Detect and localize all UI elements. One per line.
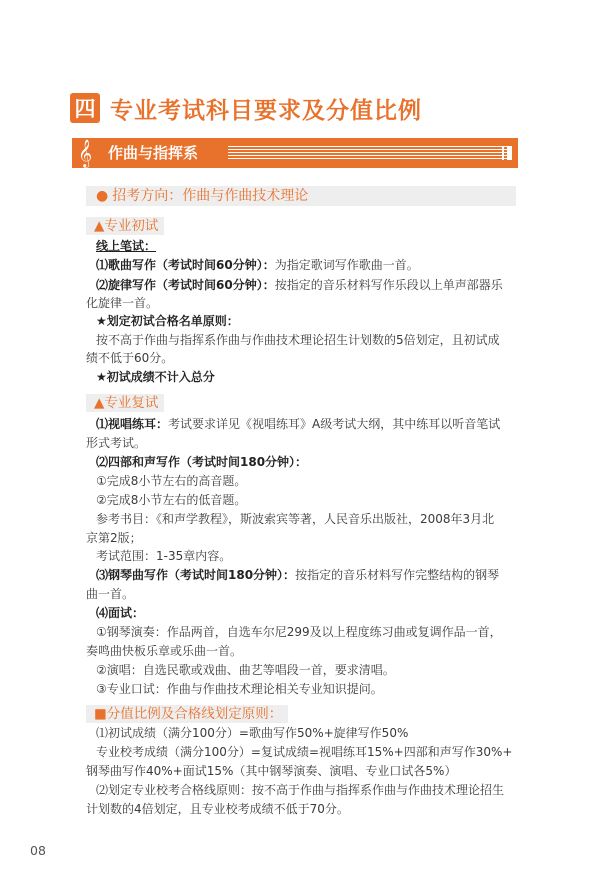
piano-writing-line: ⑶钢琴曲写作（考试时间180分钟）：按指定的音乐材料写作完整结构的钢琴 <box>96 568 500 582</box>
melody-writing-line: ⑵旋律写作（考试时间60分钟）：按指定的音乐材料写作乐段以上单声部器乐 <box>96 278 503 292</box>
harmony-item-1: ①完成8小节左右的高音题。 <box>96 474 247 488</box>
prelim-principle-label: ★划定初试合格名单原则： <box>96 314 239 328</box>
department-title: 作曲与指挥系 <box>108 144 199 162</box>
prelim-not-counted-note: ★初试成绩不计入总分 <box>96 370 215 384</box>
score-line-5: 计划数的4倍划定，且专业校考成绩不低于70分。 <box>86 802 349 816</box>
piano-writing-cont: 曲一首。 <box>86 587 135 601</box>
ear-training-line: ⑴视唱练耳：考试要求详见《视唱练耳》A级考试大纲，其中练耳以听音笔试 <box>96 417 501 431</box>
song-writing-line: ⑴歌曲写作（考试时间60分钟）：为指定歌词写作歌曲一首。 <box>96 258 419 272</box>
department-banner <box>72 138 518 168</box>
melody-writing-cont: 化旋律一首。 <box>86 296 159 310</box>
harmony-item-2: ②完成8小节左右的低音题。 <box>96 493 247 507</box>
prelim-principle-line2: 绩不低于60分。 <box>86 351 174 365</box>
score-line-4: ⑵划定专业校考合格线原则：按不高于作曲与指挥系作曲与作曲技术理论招生 <box>96 783 505 797</box>
reference-book-line1: 参考书目：《和声学教程》，斯波索宾等著，人民音乐出版社，2008年3月北 <box>96 512 495 526</box>
interview-label: ⑷面试： <box>96 606 145 620</box>
harmony-writing-line: ⑵四部和声写作（考试时间180分钟）： <box>96 455 308 469</box>
page-number: 08 <box>30 843 46 858</box>
ear-training-cont: 形式考试。 <box>86 436 147 450</box>
retest-header: ▲专业复试 <box>86 394 164 412</box>
section-number-badge: 四 <box>70 93 100 123</box>
score-line-2: 专业校考成绩（满分100分）=复试成绩=视唱练耳15%+四部和声写作30%+ <box>96 745 513 759</box>
score-line-1: ⑴初试成绩（满分100分）=歌曲写作50%+旋律写作50% <box>96 726 409 740</box>
score-line-3: 钢琴曲写作40%+面试15%（其中钢琴演奏、演唱、专业口试各5%） <box>86 764 457 778</box>
interview-singing-line: ②演唱：自选民歌或戏曲、曲艺等唱段一首，要求清唱。 <box>96 663 395 677</box>
reference-book-line2: 京第2版； <box>86 531 142 545</box>
prelim-principle-line1: 按不高于作曲与指挥系作曲与作曲技术理论招生计划数的5倍划定，且初试成 <box>96 333 500 347</box>
online-exam-label: 线上笔试： <box>96 239 157 253</box>
interview-piano-line2: 奏鸣曲快板乐章或乐曲一首。 <box>86 644 243 658</box>
scores-header: ■分值比例及合格线划定原则： <box>86 705 288 723</box>
bullet-dot-icon: ● <box>96 188 109 204</box>
prelim-header: ▲专业初试 <box>86 217 164 235</box>
exam-scope-line: 考试范围：1-35章内容。 <box>96 549 232 563</box>
section-title-text: 专业考试科目要求及分值比例 <box>110 97 422 124</box>
interview-oral-line: ③专业口试：作曲与作曲技术理论相关专业知识提问。 <box>96 682 383 696</box>
section-title <box>70 92 422 124</box>
recruit-direction-band <box>86 186 516 206</box>
treble-clef-icon: 𝄞 <box>78 139 93 167</box>
recruit-direction-label: 招考方向：作曲与作曲技术理论 <box>112 188 309 204</box>
music-staff-icon <box>228 146 512 160</box>
interview-piano-line1: ①钢琴演奏：作品两首，自选车尔尼299及以上程度练习曲或复调作品一首， <box>96 625 502 639</box>
